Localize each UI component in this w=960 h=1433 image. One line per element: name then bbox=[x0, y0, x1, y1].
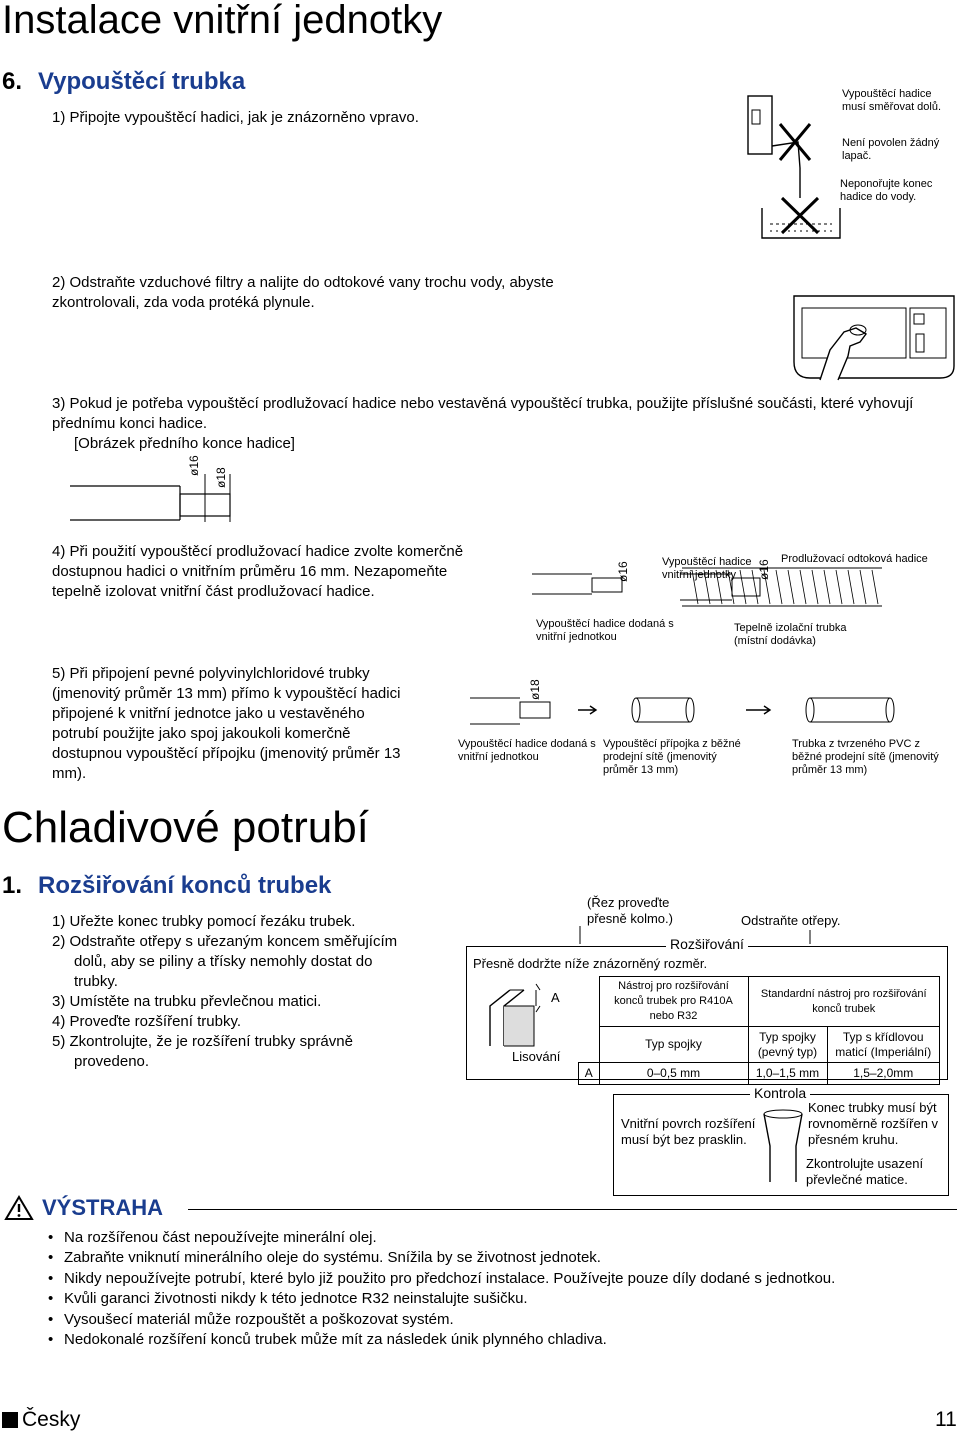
fig5-label-hose-supplied: Vypouštěcí hadice dodaná s vnitřní jednotkou bbox=[458, 738, 596, 763]
fig4-label-hose-unit: Vypouštěcí hadice vnitřní jednotky bbox=[662, 556, 752, 581]
flaring-heading-number: 1. bbox=[2, 872, 23, 899]
drain-heading-number: 6. bbox=[2, 68, 23, 95]
flaring-label: Rozšiřování bbox=[666, 937, 748, 952]
col-r410a-tool: Nástroj pro rozšiřování konců trubek pro R410A nebo R32 bbox=[599, 977, 748, 1027]
language-square-icon bbox=[2, 1412, 18, 1428]
drain-heading-text: Vypouštěcí trubka bbox=[38, 68, 246, 95]
hose-end-caption: [Obrázek předního konce hadice] bbox=[74, 435, 295, 452]
fig4-label-hose-supplied: Vypouštěcí hadice dodaná s vnitřní jednotkou bbox=[536, 618, 674, 643]
warning-item: • Na rozšířenou část nepoužívejte minerální olej. bbox=[46, 1228, 946, 1248]
fig4-label-extension: Prodlužovací odtoková hadice bbox=[781, 553, 928, 565]
flare-dimension-letter: A bbox=[551, 990, 560, 1005]
drain-heading bbox=[2, 68, 245, 96]
flaring-heading-text: Rozšiřování konců trubek bbox=[38, 872, 332, 899]
drain-step-3: 3) Pokud je potřeba vypouštěcí prodlužovací hadice nebo vestavěná vypouštěcí trubka, použijte příslušné součásti, které vyhovují přednímu konci hadice. bbox=[52, 395, 914, 432]
warning-title: VÝSTRAHA bbox=[42, 1195, 164, 1220]
dim-16-label: ø16 bbox=[187, 455, 201, 476]
flaring-step: 2) Odstraňte otřepy s uřezaným koncem směřujícím dolů, aby se piliny a třísky nemohly dostat do trubky. bbox=[52, 933, 398, 990]
fig4-dim-16b: ø16 bbox=[757, 559, 771, 580]
col-standard-tool: Standardní nástroj pro rozšiřování konců trubek bbox=[748, 977, 940, 1027]
warning-item: • Nikdy nepoužívejte potrubí, které bylo již použito pro předchozí instalace. Používejte pouze díly dodané s jednotkou. bbox=[46, 1269, 946, 1289]
warning-rule bbox=[188, 1209, 957, 1210]
flaring-step: 3) Umístěte na trubku převlečnou matici. bbox=[52, 993, 322, 1010]
value-cell: 1,0–1,5 mm bbox=[748, 1063, 827, 1085]
row-label-a: A bbox=[579, 1063, 600, 1085]
flaring-dimension-table bbox=[578, 976, 940, 1085]
fig5-label-pvc: Trubka z tvrzeného PVC z běžné prodejní sítě (jmenovitý průměr 13 mm) bbox=[792, 738, 939, 776]
drain-step-1: 1) Připojte vypouštěcí hadici, jak je znázorněno vpravo. bbox=[52, 109, 419, 126]
page-title: Instalace vnitřní jednotky bbox=[2, 0, 443, 42]
type-wing-cell: Typ s křídlovou maticí (Imperiální) bbox=[827, 1027, 940, 1063]
warning-item: • Vysoušecí materiál může rozpouštět a poškozovat systém. bbox=[46, 1310, 946, 1330]
check-label: Kontrola bbox=[750, 1086, 810, 1101]
value-cell: 1,5–2,0mm bbox=[827, 1063, 940, 1085]
footer-language: Česky bbox=[22, 1408, 81, 1431]
warning-item: • Kvůli garanci životnosti nikdy k této jednotce R32 neinstalujte sušičku. bbox=[46, 1289, 946, 1309]
check-even-flare: Konec trubky musí být rovnoměrně rozšířen v přesném kruhu. bbox=[808, 1100, 939, 1147]
fig1-label-no-trap: Není povolen žádný lapač. bbox=[842, 137, 940, 162]
pour-water-figure bbox=[790, 290, 958, 382]
flare-section-figure bbox=[480, 976, 576, 1060]
deburr-note: Odstraňte otřepy. bbox=[741, 913, 841, 928]
drain-hose-figure bbox=[740, 88, 850, 248]
flaring-step: 5) Zkontrolujte, že je rozšíření trubky správně provedeno. bbox=[52, 1033, 353, 1070]
flaring-note: Přesně dodržte níže znázorněný rozměr. bbox=[473, 956, 708, 971]
page-number: 11 bbox=[935, 1408, 957, 1431]
type-joint-cell: Typ spojky bbox=[599, 1027, 748, 1063]
fig5-label-socket: Vypouštěcí přípojka z běžné prodejní sítě (jmenovitý průměr 13 mm) bbox=[603, 738, 741, 776]
fig1-label-down: Vypouštěcí hadice musí směřovat dolů. bbox=[842, 88, 942, 113]
dim-18-label: ø18 bbox=[214, 467, 228, 488]
drain-step-5: 5) Při připojení pevné polyvinylchloridové trubky (jmenovitý průměr 13 mm) přímo k vypouštěcí hadici připojené k vnitřní jednotce jako u vestavěného potrubí použijte jako spoj jakoukoli komerčně dostupnou vypouštěcí přípojku (jmenovitý průměr 13 mm). bbox=[52, 665, 401, 782]
value-cell: 0–0,5 mm bbox=[599, 1063, 748, 1085]
flared-pipe-figure bbox=[762, 1106, 804, 1186]
flaring-heading bbox=[2, 872, 331, 900]
fig4-label-insulation: Tepelně izolační trubka (místní dodávka) bbox=[734, 622, 847, 647]
type-fixed-cell: Typ spojky (pevný typ) bbox=[748, 1027, 827, 1063]
warning-item: • Nedokonalé rozšíření konců trubek může mít za následek únik plynného chladiva. bbox=[46, 1330, 946, 1350]
fig5-dim-18: ø18 bbox=[528, 679, 542, 700]
drain-step-4: 4) Při použití vypouštěcí prodlužovací hadice zvolte komerčně dostupnou hadici o vnitřním průměru 16 mm. Nezapomeňte tepelně izolovat vnitřní část prodlužovací hadice. bbox=[52, 543, 464, 600]
refrigerant-title: Chladivové potrubí bbox=[2, 803, 369, 852]
flaring-steps bbox=[52, 912, 402, 1072]
warning-icon bbox=[4, 1195, 34, 1221]
fig1-label-no-water: Neponořujte konec hadice do vody. bbox=[840, 178, 933, 203]
flaring-step: 4) Proveďte rozšíření trubky. bbox=[52, 1013, 242, 1030]
warning-list bbox=[46, 1228, 946, 1350]
check-nut: Zkontrolujte usazení převlečné matice. bbox=[806, 1156, 924, 1187]
warning-item: • Zabraňte vniknutí minerálního oleje do systému. Snížila by se životnost jednotek. bbox=[46, 1248, 946, 1268]
fig4-dim-16a: ø16 bbox=[616, 561, 630, 582]
drain-step-2: 2) Odstraňte vzduchové filtry a nalijte do odtokové vany trochu vody, abyste zkontrolovali, zda voda protéká plynule. bbox=[52, 274, 554, 311]
check-inner-surface: Vnitřní povrch rozšíření musí být bez prasklin. bbox=[621, 1116, 756, 1147]
lisovani-label: Lisování bbox=[512, 1049, 561, 1064]
flaring-step: 1) Uřežte konec trubky pomocí řezáku trubek. bbox=[52, 913, 356, 930]
cut-note: (Řez proveďte přesně kolmo.) bbox=[587, 895, 673, 926]
